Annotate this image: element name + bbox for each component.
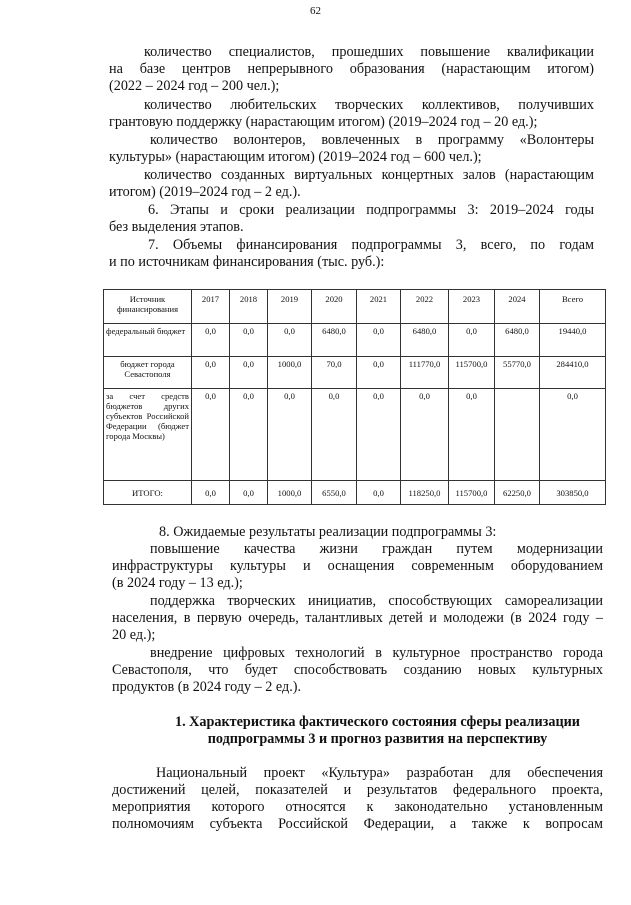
table-header-cell: 2018 bbox=[230, 290, 268, 324]
table-cell: 0,0 bbox=[230, 389, 268, 481]
table-row bbox=[104, 357, 606, 389]
table-cell: 0,0 bbox=[449, 324, 495, 357]
table-cell: 111770,0 bbox=[401, 357, 449, 389]
table-cell: 0,0 bbox=[192, 357, 230, 389]
table-cell: 6480,0 bbox=[495, 324, 540, 357]
text-line: продуктов (в 2024 году – 2 ед.). bbox=[112, 679, 302, 695]
table-cell: 0,0 bbox=[230, 324, 268, 357]
text-line: Национальный проект «Культура» разработан для обеспечения bbox=[156, 765, 603, 781]
table-cell: 0,0 bbox=[357, 324, 401, 357]
table-header-cell: 2023 bbox=[449, 290, 495, 324]
table-cell: 1000,0 bbox=[268, 481, 312, 505]
table-cell: 1000,0 bbox=[268, 357, 312, 389]
table-cell: 0,0 bbox=[192, 324, 230, 357]
table-cell bbox=[495, 389, 540, 481]
table-cell-total-label: ИТОГО: bbox=[104, 481, 192, 505]
text-line: количество волонтеров, вовлеченных в программу «Волонтеры bbox=[150, 132, 594, 148]
text-line: количество созданных виртуальных концертных залов (нарастающим bbox=[144, 167, 594, 183]
table-cell: 0,0 bbox=[268, 389, 312, 481]
section-heading: 1. Характеристика фактического состояния сферы реализации bbox=[174, 714, 580, 730]
text-line: Севастополя, что будет способствовать созданию новых культурных bbox=[112, 662, 603, 678]
text-line: инфраструктуры культуры и оснащения современным оборудованием bbox=[112, 558, 603, 574]
table-cell: 70,0 bbox=[312, 357, 357, 389]
table-cell: 0,0 bbox=[230, 357, 268, 389]
text-line: поддержка творческих инициатив, способствующих самореализации bbox=[150, 593, 603, 609]
table-header-cell: 2019 bbox=[268, 290, 312, 324]
text-line: (в 2024 году – 13 ед.); bbox=[112, 575, 243, 591]
table-cell: 0,0 bbox=[192, 481, 230, 505]
page-number: 62 bbox=[310, 5, 321, 17]
table-header-row bbox=[104, 290, 606, 324]
table-cell: 118250,0 bbox=[401, 481, 449, 505]
table-header-cell: 2024 bbox=[495, 290, 540, 324]
text-line: мероприятия которого относятся к законодательно установленным bbox=[112, 799, 603, 815]
table-cell-source: за счет средств бюджетов других субъектов Российской Федерации (бюджет города Москвы) bbox=[104, 389, 192, 481]
table-cell: 6480,0 bbox=[312, 324, 357, 357]
table-cell: 0,0 bbox=[357, 389, 401, 481]
table-header-cell: 2017 bbox=[192, 290, 230, 324]
table-header-cell: 2022 bbox=[401, 290, 449, 324]
table-cell: 0,0 bbox=[230, 481, 268, 505]
table-header-cell: 2021 bbox=[357, 290, 401, 324]
text-line: на базе центров непрерывного образования (нарастающим итогом) bbox=[109, 61, 594, 77]
table-cell: 0,0 bbox=[357, 357, 401, 389]
table-cell: 303850,0 bbox=[540, 481, 606, 505]
table-cell: 0,0 bbox=[401, 389, 449, 481]
text-line: внедрение цифровых технологий в культурное пространство города bbox=[150, 645, 603, 661]
text-line: полномочиям субъекта Российской Федерации, а также к вопросам bbox=[112, 816, 603, 832]
table-cell: 0,0 bbox=[268, 324, 312, 357]
table-cell-source: бюджет города Севастополя bbox=[104, 357, 192, 389]
financing-table bbox=[103, 289, 606, 505]
text-line: повышение качества жизни граждан путем модернизации bbox=[150, 541, 603, 557]
text-line: грантовую поддержку (нарастающим итогом) (2019–2024 год – 20 ед.); bbox=[109, 114, 538, 130]
table-header-cell: Всего bbox=[540, 290, 606, 324]
text-line: населения, в первую очередь, талантливых детей и молодежи (в 2024 году – bbox=[112, 610, 603, 626]
table-header-cell: Источник финансирования bbox=[104, 290, 192, 324]
section-heading: подпрограммы 3 и прогноз развития на перспективу bbox=[207, 731, 548, 747]
text-line: (2022 – 2024 год – 200 чел.); bbox=[109, 78, 280, 94]
text-line: и по источникам финансирования (тыс. руб.): bbox=[109, 254, 385, 270]
table-cell: 115700,0 bbox=[449, 481, 495, 505]
table-cell: 0,0 bbox=[192, 389, 230, 481]
table-cell: 6480,0 bbox=[401, 324, 449, 357]
table-cell: 55770,0 bbox=[495, 357, 540, 389]
table-cell: 62250,0 bbox=[495, 481, 540, 505]
table-cell: 0,0 bbox=[312, 389, 357, 481]
table-cell: 19440,0 bbox=[540, 324, 606, 357]
text-line: культуры» (нарастающим итогом) (2019–2024 год – 600 чел.); bbox=[109, 149, 482, 165]
text-line: 20 ед.); bbox=[112, 627, 156, 643]
table-cell: 0,0 bbox=[449, 389, 495, 481]
table-cell-source: федеральный бюджет bbox=[104, 324, 192, 357]
text-line: количество специалистов, прошедших повышение квалификации bbox=[144, 44, 594, 60]
table-cell: 284410,0 bbox=[540, 357, 606, 389]
text-line: 8. Ожидаемые результаты реализации подпрограммы 3: bbox=[159, 524, 497, 540]
table-cell: 0,0 bbox=[540, 389, 606, 481]
text-line: 6. Этапы и сроки реализации подпрограммы 3: 2019–2024 годы bbox=[148, 202, 594, 218]
text-line: количество любительских творческих коллективов, получивших bbox=[144, 97, 594, 113]
table-cell: 6550,0 bbox=[312, 481, 357, 505]
text-line: 7. Объемы финансирования подпрограммы 3, всего, по годам bbox=[148, 237, 594, 253]
table-header-cell: 2020 bbox=[312, 290, 357, 324]
table-cell: 115700,0 bbox=[449, 357, 495, 389]
table-row bbox=[104, 389, 606, 481]
text-line: итогом) (2019–2024 год – 2 ед.). bbox=[109, 184, 301, 200]
text-line: без выделения этапов. bbox=[109, 219, 244, 235]
table-row bbox=[104, 324, 606, 357]
table-total-row bbox=[104, 481, 606, 505]
text-line: достижений целей, показателей и результатов федерального проекта, bbox=[112, 782, 603, 798]
table-cell: 0,0 bbox=[357, 481, 401, 505]
